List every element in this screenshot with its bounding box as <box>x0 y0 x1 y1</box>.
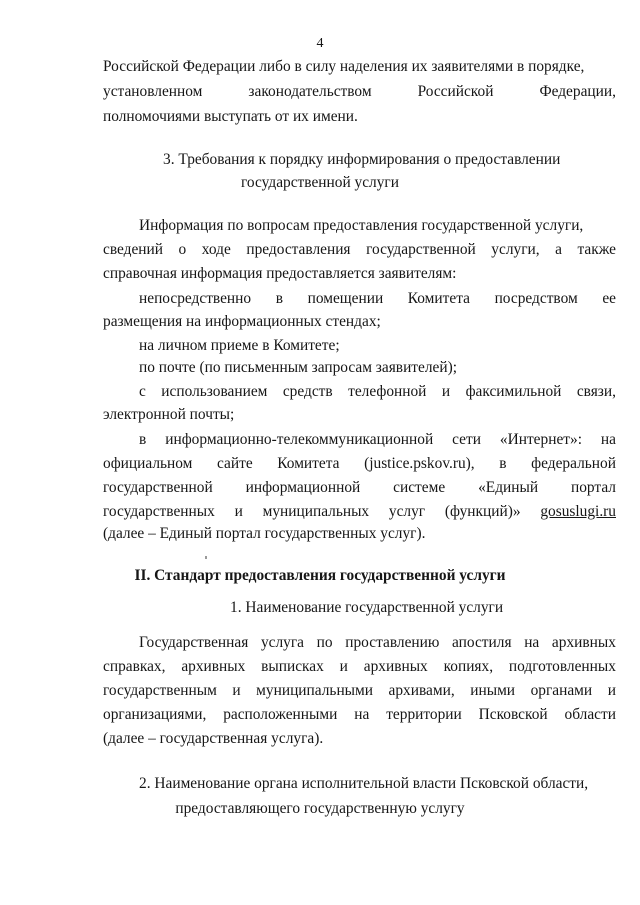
word: «Единый <box>478 479 539 496</box>
paragraph-line: (далее – государственная услуга). <box>103 730 324 747</box>
word: а <box>555 241 562 258</box>
justified-line <box>103 241 616 259</box>
word: системе <box>393 479 446 496</box>
section-heading: 3. Требования к порядку информирования о предоставлении <box>163 151 561 168</box>
list-item-continuation: электронной почты; <box>103 406 235 423</box>
word: о <box>178 241 187 258</box>
word: в <box>275 290 283 307</box>
list-item <box>139 383 616 401</box>
word: (функций)» <box>444 503 521 520</box>
list-item: по почте (по письменным запросам заявителей); <box>139 359 458 376</box>
scan-speck <box>205 556 207 559</box>
page-number: 4 <box>316 36 324 51</box>
word: организациями, <box>103 706 207 723</box>
word: посредством <box>494 290 578 307</box>
word: и <box>441 383 451 400</box>
subsection-heading: 1. Наименование государственной услуги <box>230 599 504 616</box>
word: копиях, <box>443 658 494 675</box>
word: Федерации, <box>539 83 616 100</box>
word: Комитета <box>277 455 340 472</box>
word: использованием <box>161 383 268 400</box>
justified-line <box>103 83 616 101</box>
word: информационной <box>245 479 361 496</box>
word: на <box>524 634 540 651</box>
word: области <box>564 706 616 723</box>
word: муниципальных <box>262 503 370 520</box>
word: по <box>316 634 333 651</box>
word: информационно-телекоммуникационной <box>165 431 434 448</box>
word: ее <box>602 290 616 307</box>
word: на <box>600 431 616 448</box>
chapter-heading: II. Стандарт предоставления государственной услуги <box>134 567 506 584</box>
gosuslugi-link[interactable]: gosuslugi.ru <box>540 503 616 520</box>
word: архивами, <box>388 682 455 699</box>
word: в <box>139 431 147 448</box>
list-item-continuation: (далее – Единый портал государственных услуг). <box>103 525 426 542</box>
justified-line <box>103 682 616 700</box>
word: выписках <box>261 658 324 675</box>
word: в <box>499 455 507 472</box>
word: иными <box>470 682 516 699</box>
word: средств <box>282 383 333 400</box>
word: с <box>139 383 146 400</box>
word: законодательством <box>248 83 372 100</box>
word: государственной <box>103 479 213 496</box>
justified-line <box>103 503 616 521</box>
list-item <box>139 290 616 308</box>
word: государственным <box>103 682 217 699</box>
word: официальном <box>103 455 193 472</box>
word: на <box>354 706 370 723</box>
word: предоставления <box>246 241 351 258</box>
word: помещении <box>307 290 384 307</box>
word: связи, <box>576 383 616 400</box>
word: «Интернет»: <box>499 431 582 448</box>
word: архивных <box>363 658 428 675</box>
list-item <box>139 431 616 449</box>
word: справках, <box>103 658 166 675</box>
word: телефонной <box>348 383 427 400</box>
word: услуги, <box>491 241 540 258</box>
justified-line <box>103 455 616 473</box>
list-item-continuation: размещения на информационных стендах; <box>103 313 381 330</box>
word: и <box>234 503 243 520</box>
word: также <box>577 241 616 258</box>
list-item: на личном приеме в Комитете; <box>139 337 340 354</box>
paragraph-line: Информация по вопросам предоставления государственной услуги, <box>139 217 584 234</box>
word: расположенными <box>223 706 338 723</box>
paragraph-line: Российской Федерации либо в силу наделения их заявителями в порядке, <box>103 58 585 75</box>
subsection-heading: 2. Наименование органа исполнительной власти Псковской области, <box>139 775 589 792</box>
word: государственной <box>366 241 476 258</box>
word: Российской <box>417 83 494 100</box>
word: ходе <box>201 241 231 258</box>
word: апостиля <box>452 634 512 651</box>
word: установленном <box>103 83 203 100</box>
word: федеральной <box>531 455 616 472</box>
word: государственных <box>103 503 215 520</box>
word: и <box>232 682 241 699</box>
justified-line <box>103 706 616 724</box>
word: Государственная <box>139 634 249 651</box>
word: сети <box>452 431 481 448</box>
word: проставлению <box>345 634 440 651</box>
word: и <box>339 658 348 675</box>
word: услуг <box>388 503 426 520</box>
word: Комитета <box>407 290 470 307</box>
word: сведений <box>103 241 164 258</box>
word: непосредственно <box>139 290 252 307</box>
word: архивных <box>181 658 246 675</box>
word: (justice.pskov.ru), <box>364 455 475 472</box>
word: территории <box>386 706 462 723</box>
word: портал <box>570 479 616 496</box>
word: и <box>607 682 616 699</box>
word: подготовленных <box>508 658 616 675</box>
justified-line <box>103 479 616 497</box>
subsection-heading-line2: предоставляющего государственную услугу <box>175 800 465 817</box>
word: Псковской <box>478 706 548 723</box>
word: факсимильной <box>465 383 562 400</box>
section-heading-line2: государственной услуги <box>241 174 399 191</box>
word: органами <box>530 682 593 699</box>
word: сайте <box>217 455 253 472</box>
justified-line <box>139 634 616 652</box>
paragraph-line: полномочиями выступать от их имени. <box>103 108 358 125</box>
justified-line <box>103 658 616 676</box>
paragraph-line: справочная информация предоставляется заявителям: <box>103 265 457 282</box>
word: услуга <box>260 634 304 651</box>
word: муниципальными <box>256 682 373 699</box>
word: архивных <box>551 634 616 651</box>
